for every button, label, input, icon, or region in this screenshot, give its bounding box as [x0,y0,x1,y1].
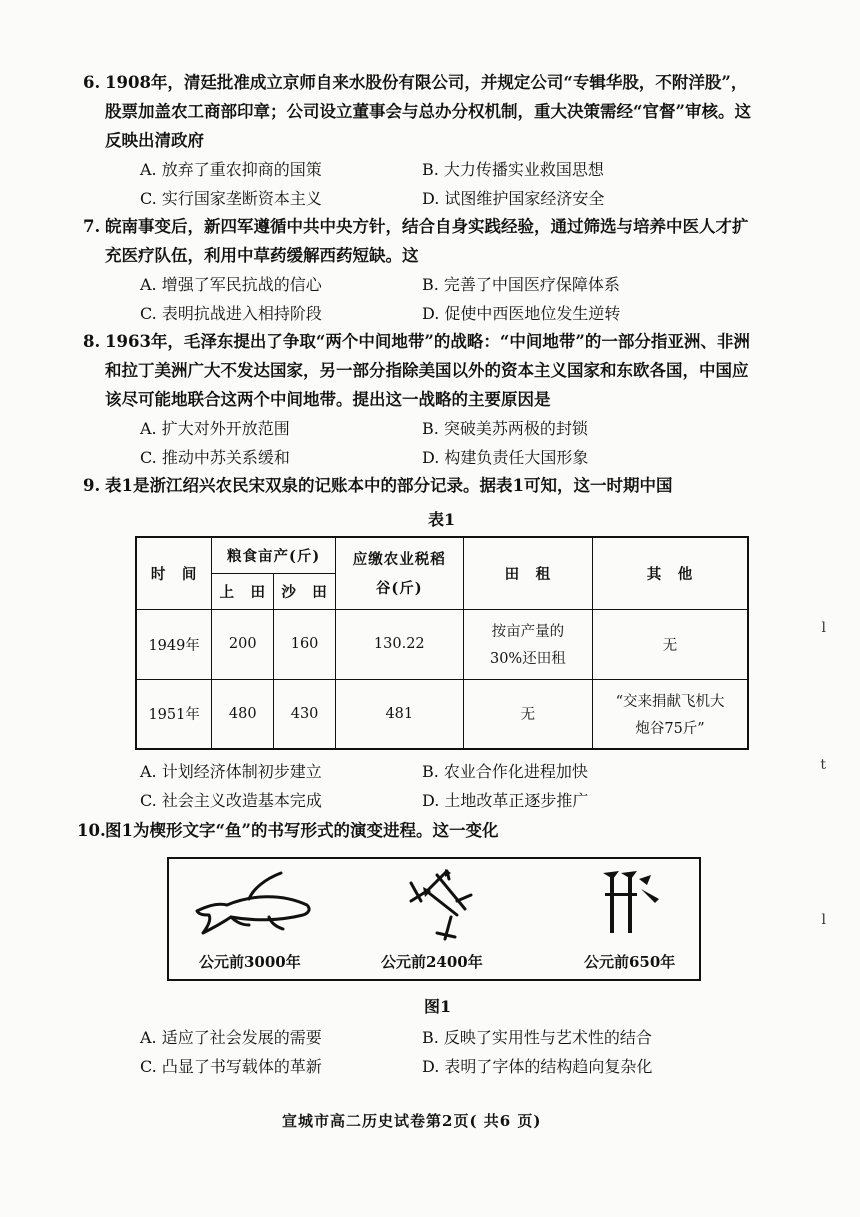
page-footer: 宣城市高二历史试卷第2页( 共6 页) [282,1112,542,1130]
header-other: 其 他 [593,537,748,609]
header-time: 时 间 [136,537,212,609]
fish-pictograph-icon [191,867,321,945]
cell-rent [463,609,593,679]
option-d[interactable]: D. 表明了字体的结构趋向复杂化 [422,1057,653,1076]
table-caption: 表1 [428,510,456,529]
figure-label-650bc: 公元前650年 [584,953,676,971]
edge-mark: l [821,620,826,636]
question-number: 6. [83,73,101,92]
header-upper-field: 上 田 [212,573,274,609]
option-a[interactable]: A. 扩大对外开放范围 [140,419,290,438]
cell-tax: 130.22 [335,609,463,679]
option-c[interactable]: C. 表明抗战进入相持阶段 [140,304,322,323]
question-number: 9. [83,476,101,495]
question-stem: 1908年，清廷批准成立京师自来水股份有限公司，并规定公司“专辑华股，不附洋股”，股票加盖农工商部印章；公司设立董事会与总办分权机制，重大决策需经“官督”审核。这反映出清政府 [105,73,751,150]
cell-other-line1: “交来捐献飞机大 [615,693,725,710]
option-a[interactable]: A. 计划经济体制初步建立 [140,762,322,781]
header-tax-line1: 应缴农业税稻 [352,551,446,569]
question-number: 8. [83,332,101,351]
question-9 [83,471,755,500]
table-row [136,609,748,679]
header-sandy-field: 沙 田 [274,573,336,609]
question-10 [77,816,755,845]
option-a[interactable]: A. 适应了社会发展的需要 [140,1028,322,1047]
header-tax-line2: 谷(斤) [375,580,423,598]
option-b[interactable]: B. 大力传播实业救国思想 [422,160,604,179]
header-yield: 粮食亩产(斤) [212,537,336,573]
cell-other-line2: 炮谷75斤” [635,720,705,737]
table-1 [135,536,749,750]
option-b[interactable]: B. 反映了实用性与艺术性的结合 [422,1028,652,1047]
option-c[interactable]: C. 凸显了书写载体的革新 [140,1057,322,1076]
option-c[interactable]: C. 推动中苏关系缓和 [140,448,290,467]
fish-cuneiform-early-icon [401,861,481,947]
header-rent: 田 租 [463,537,593,609]
figure-label-3000bc: 公元前3000年 [199,953,301,971]
cell-rent-line1: 无 [520,707,536,724]
option-a[interactable]: A. 放弃了重农抑商的国策 [140,160,322,179]
question-number: 7. [83,217,101,236]
option-d[interactable]: D. 土地改革正逐步推广 [422,791,589,810]
question-stem: 图1为楔形文字“鱼”的书写形式的演变进程。这一变化 [105,821,499,840]
cell-upper: 200 [212,609,274,679]
option-d[interactable]: D. 促使中西医地位发生逆转 [422,304,621,323]
cell-other [593,679,748,749]
option-c[interactable]: C. 社会主义改造基本完成 [140,791,322,810]
question-8 [83,327,755,414]
question-6 [83,68,755,155]
cell-rent-line2: 30%还田租 [489,651,566,667]
question-stem: 皖南事变后，新四军遵循中共中央方针，结合自身实践经验，通过筛选与培养中医人才扩充医疗队伍，利用中草药缓解西药短缺。这 [105,217,749,265]
figure-1 [167,857,701,981]
cell-time: 1949年 [136,609,212,679]
cell-other-line1: 无 [662,637,678,654]
option-d[interactable]: D. 试图维护国家经济安全 [422,189,605,208]
option-d[interactable]: D. 构建负责任大国形象 [422,448,589,467]
option-c[interactable]: C. 实行国家垄断资本主义 [140,189,322,208]
cell-sandy: 160 [274,609,336,679]
option-a[interactable]: A. 增强了军民抗战的信心 [140,275,322,294]
option-b[interactable]: B. 突破美苏两极的封锁 [422,419,588,438]
edge-mark: t [820,757,826,773]
cell-time: 1951年 [136,679,212,749]
header-tax [335,537,463,609]
cell-sandy: 430 [274,679,336,749]
option-b[interactable]: B. 农业合作化进程加快 [422,762,588,781]
cell-upper: 480 [212,679,274,749]
edge-mark: l [821,912,826,928]
cell-rent-line1: 按亩产量的 [491,624,565,640]
cell-tax: 481 [335,679,463,749]
question-stem: 表1是浙江绍兴农民宋双泉的记账本中的部分记录。据表1可知，这一时期中国 [105,476,673,495]
cell-rent [463,679,593,749]
figure-caption: 图1 [424,997,452,1016]
option-b[interactable]: B. 完善了中国医疗保障体系 [422,275,620,294]
question-stem: 1963年，毛泽东提出了争取“两个中间地带”的战略：“中间地带”的一部分指亚洲、非洲和拉丁美洲广大不发达国家，另一部分指除美国以外的资本主义国家和东欧各国，中国应该尽可能地联合这两个中间地带。提出这一战略的主要原因是 [105,332,750,409]
question-7 [83,212,755,270]
table-row [136,679,748,749]
fish-cuneiform-late-icon [599,863,669,943]
question-number: 10. [77,821,106,840]
cell-other [593,609,748,679]
figure-label-2400bc: 公元前2400年 [381,953,483,971]
